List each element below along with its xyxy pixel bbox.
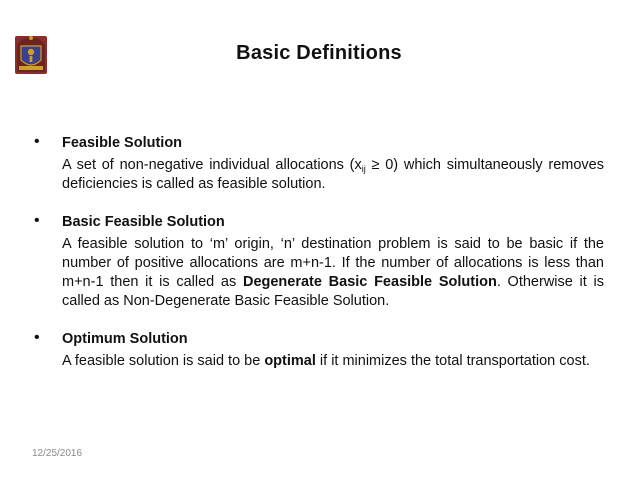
slide-date: 12/25/2016 xyxy=(32,448,83,459)
item-text: A feasible solution to ‘m’ origin, ‘n’ destination problem is said to be basic if the number of positive allocations are m+n-1. If the number of allocations is less than m+n-1 then it is called as Degenerate Basic Feasible Solution. Otherwise it is called as Non-Degenerate Basic Feasible Solution. xyxy=(62,236,604,309)
list-item xyxy=(34,133,604,194)
item-heading: Feasible Solution xyxy=(62,135,183,151)
bullet: • xyxy=(34,212,40,229)
subscript: ij xyxy=(361,164,366,174)
definitions-list xyxy=(34,133,604,371)
emphasis: Degenerate Basic Feasible Solution xyxy=(242,274,497,290)
list-item xyxy=(34,329,604,371)
item-heading: Optimum Solution xyxy=(62,331,188,347)
emphasis: optimal xyxy=(264,353,316,369)
bullet: • xyxy=(34,329,40,346)
page-title: Basic Definitions xyxy=(236,42,402,64)
item-text: A feasible solution is said to be optimal if it minimizes the total transportation cost. xyxy=(62,353,590,369)
bullet: • xyxy=(34,133,40,150)
item-text: A set of non-negative individual allocations $(x_{ij} \ge 0)$ which simultaneously removes deficiencies is called as feasible solution. xyxy=(62,157,604,192)
item-heading: Basic Feasible Solution xyxy=(62,214,225,230)
list-item xyxy=(34,212,604,311)
